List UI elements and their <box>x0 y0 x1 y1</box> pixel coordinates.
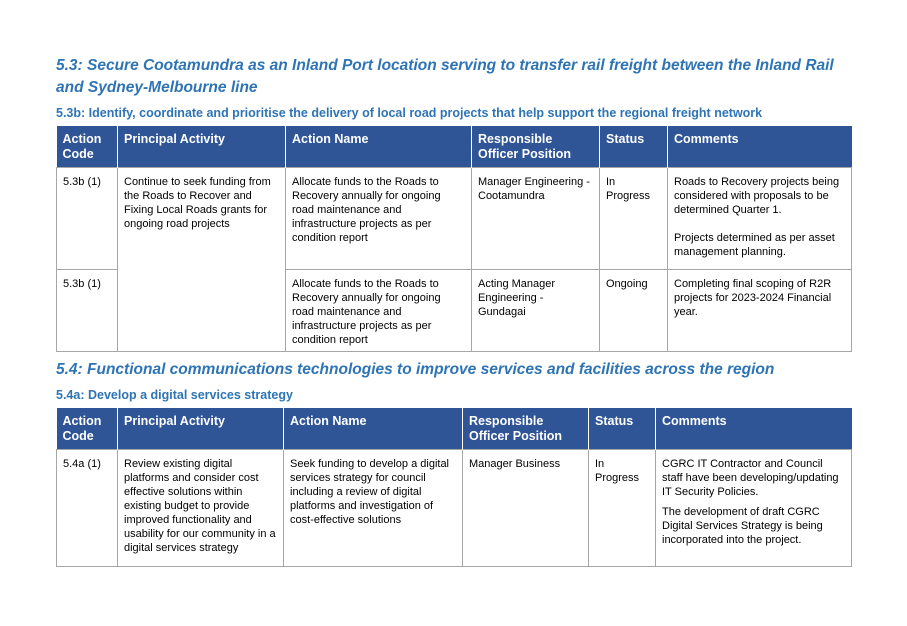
cell-responsible-officer: Manager Business <box>463 449 589 566</box>
col-action-name: Action Name <box>286 126 472 167</box>
col-action-name: Action Name <box>284 408 463 449</box>
col-status: Status <box>600 126 668 167</box>
col-responsible-officer: Responsible Officer Position <box>463 408 589 449</box>
comment-line: The development of draft CGRC Digital Services Strategy is being incorporated into the project. <box>662 505 823 546</box>
table-row <box>57 449 852 566</box>
cell-comments <box>668 269 852 351</box>
cell-action-code: 5.3b (1) <box>57 269 118 351</box>
col-responsible-officer: Responsible Officer Position <box>472 126 600 167</box>
table-53b <box>56 126 852 352</box>
section-54a-subheading: 5.4a: Develop a digital services strategy <box>56 388 293 402</box>
section-53b-subheading: 5.3b: Identify, coordinate and prioritise the delivery of local road projects that help support the regional freight network <box>56 106 763 120</box>
cell-action-code: 5.3b (1) <box>57 167 118 269</box>
table-54a <box>56 408 852 567</box>
col-action-code: Action Code <box>57 126 118 167</box>
comment-line: Completing final scoping of R2R projects for 2023-2024 Financial year. <box>674 277 832 318</box>
cell-principal-activity: Continue to seek funding from the Roads to Recover and Fixing Local Roads grants for ongoing road projects <box>118 167 286 351</box>
cell-action-name: Allocate funds to the Roads to Recovery annually for ongoing road maintenance and infrastructure projects as per condition report <box>286 167 472 269</box>
table-header-row <box>57 408 852 449</box>
cell-comments <box>656 449 852 566</box>
cell-action-code: 5.4a (1) <box>57 449 118 566</box>
cell-status: In Progress <box>589 449 656 566</box>
col-principal-activity: Principal Activity <box>118 408 284 449</box>
comment-line: CGRC IT Contractor and Council staff have been developing/updating IT Security Policies. <box>662 457 839 498</box>
col-comments: Comments <box>668 126 852 167</box>
table-row <box>57 167 852 269</box>
col-status: Status <box>589 408 656 449</box>
cell-status: Ongoing <box>600 269 668 351</box>
table-header-row <box>57 126 852 167</box>
cell-status: In Progress <box>600 167 668 269</box>
section-53-heading: 5.3: Secure Cootamundra as an Inland Port location serving to transfer rail freight between the Inland Rail and Sydney-Melbourne line <box>56 57 834 96</box>
cell-responsible-officer: Manager Engineering - Cootamundra <box>472 167 600 269</box>
col-comments: Comments <box>656 408 852 449</box>
cell-action-name: Seek funding to develop a digital services strategy for council including a review of digital platforms and investigation of cost-effective solutions <box>284 449 463 566</box>
cell-responsible-officer: Acting Manager Engineering - Gundagai <box>472 269 600 351</box>
section-54-heading: 5.4: Functional communications technologies to improve services and facilities across the region <box>56 361 775 378</box>
cell-comments <box>668 167 852 269</box>
comment-line: Projects determined as per asset management planning. <box>674 231 835 258</box>
cell-principal-activity: Review existing digital platforms and consider cost effective solutions within existing budget to provide improved functionality and usability for our community in a digital services strategy <box>118 449 284 566</box>
col-principal-activity: Principal Activity <box>118 126 286 167</box>
cell-action-name: Allocate funds to the Roads to Recovery annually for ongoing road maintenance and infrastructure projects as per condition report <box>286 269 472 351</box>
comment-line: Roads to Recovery projects being considered with proposals to be determined Quarter 1. <box>674 175 840 216</box>
col-action-code: Action Code <box>57 408 118 449</box>
